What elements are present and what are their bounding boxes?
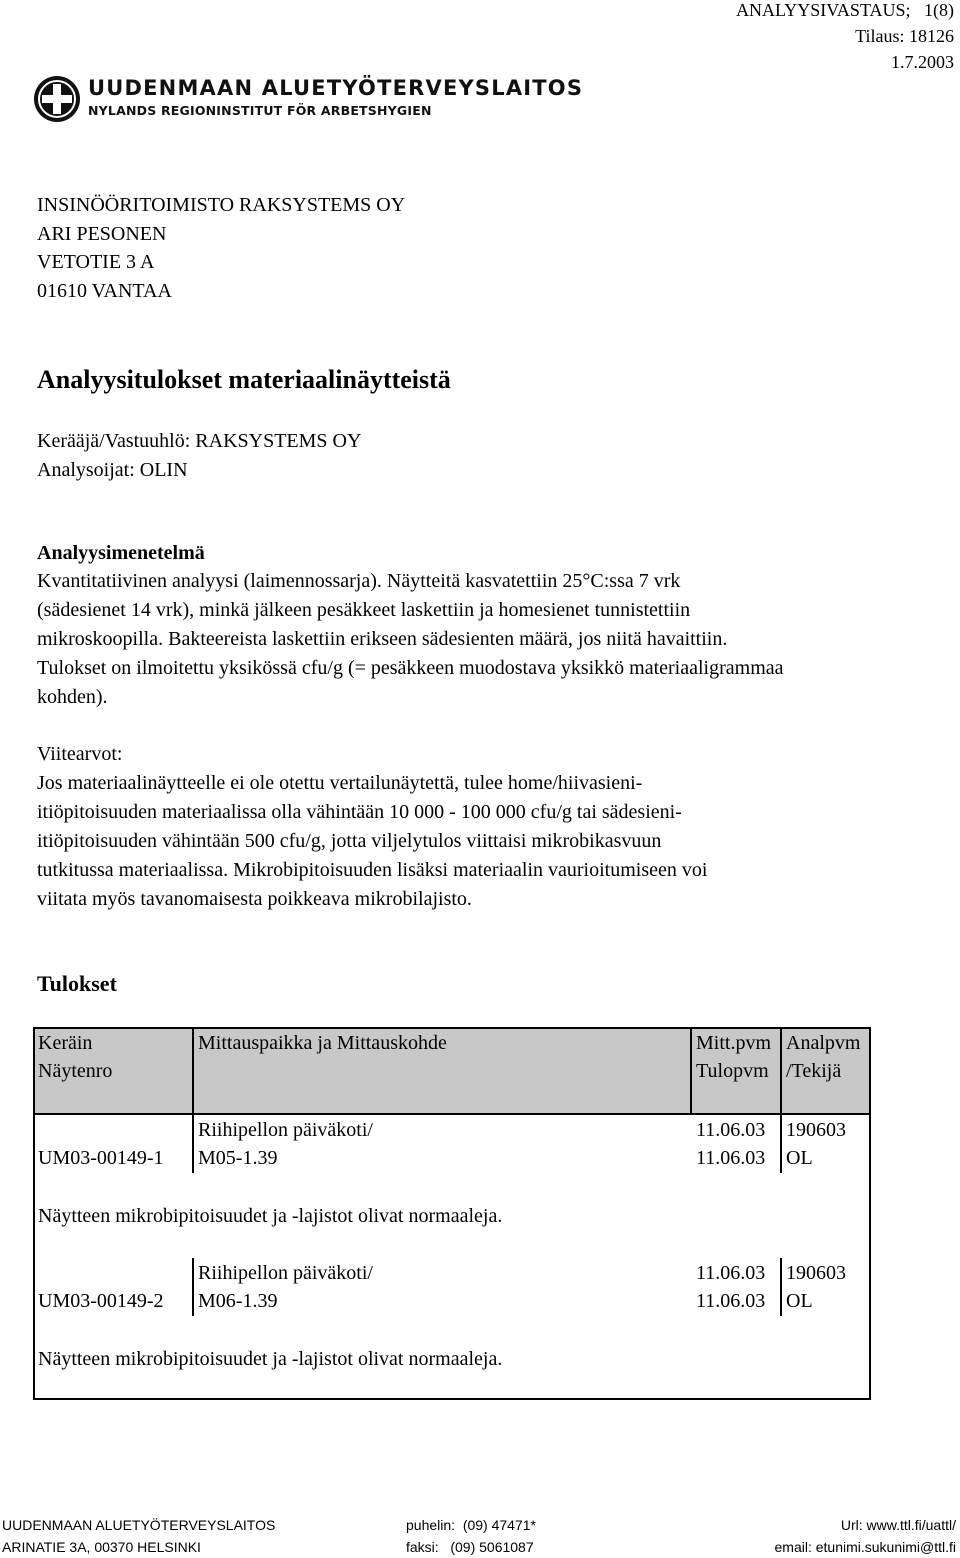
row-analysis-date: 190603 — [786, 1119, 846, 1141]
header-measured-date-label: Mitt.pvm — [696, 1032, 772, 1054]
report-header — [736, 0, 954, 75]
table-row-dates — [696, 1116, 765, 1172]
reference-heading: Viitearvot: — [37, 743, 123, 765]
footer-url[interactable]: Url: www.ttl.fi/uattl/ — [840, 1517, 956, 1533]
row-place: Riihipellon päiväkoti/ — [198, 1119, 373, 1141]
method-heading: Analyysimenetelmä — [37, 542, 205, 564]
table-row-location — [198, 1259, 373, 1315]
row-analyst: OL — [786, 1147, 813, 1169]
row-analyst: OL — [786, 1290, 813, 1312]
header-collector — [38, 1029, 112, 1085]
header-analysis-date-label: Analpvm — [786, 1032, 861, 1054]
row-measured-date: 11.06.03 — [696, 1119, 766, 1141]
logo-name-swedish: NYLANDS REGIONINSTITUT FÖR ARBETSHYGIEN — [88, 103, 432, 118]
header-location: Mittauspaikka ja Mittauskohde — [198, 1032, 447, 1054]
method-text — [37, 567, 917, 712]
header-collector-label: Keräin — [38, 1032, 93, 1054]
report-meta — [37, 427, 361, 484]
table-row-analysis — [786, 1259, 846, 1315]
report-date: 1.7.2003 — [891, 52, 954, 72]
reference-text — [37, 740, 917, 914]
reference-line: itiöpitoisuuden vähintään 500 cfu/g, jotta viljelytulos viittaisi mikrobikasvuun — [37, 830, 662, 852]
footer-org-name: UUDENMAAN ALUETYÖTERVEYSLAITOS — [2, 1517, 276, 1533]
order-number: Tilaus: 18126 — [855, 26, 954, 46]
institute-logo — [34, 76, 584, 124]
reference-line: viitata myös tavanomaisesta poikkeava mikrobilajisto. — [37, 888, 472, 910]
method-line: (sädesienet 14 vrk), minkä jälkeen pesäkkeet laskettiin ja homesienet tunnistettiin — [37, 599, 691, 621]
reference-line: itiöpitoisuuden materiaalissa olla vähintään 10 000 - 100 000 cfu/g tai sädesieni- — [37, 801, 682, 823]
results-heading: Tulokset — [37, 971, 117, 996]
table-row-sample-id: UM03-00149-2 — [38, 1290, 164, 1312]
footer-email[interactable]: email: etunimi.sukunimi@ttl.fi — [774, 1539, 956, 1555]
footer-org — [2, 1514, 275, 1558]
recipient-address — [37, 191, 405, 305]
method-line: Tulokset on ilmoitettu yksikössä cfu/g (= pesäkkeen muodostava yksikkö materiaaligrammaa — [37, 657, 784, 679]
row-measured-date: 11.06.03 — [696, 1262, 766, 1284]
cross-emblem-icon — [34, 76, 80, 122]
recipient-street: VETOTIE 3 A — [37, 251, 155, 273]
recipient-city: 01610 VANTAA — [37, 279, 172, 302]
reference-line: tutkitussa materiaalissa. Mikrobipitoisuuden lisäksi materiaalin vaurioitumiseen voi — [37, 859, 708, 881]
recipient-person: ARI PESONEN — [37, 222, 167, 245]
footer-fax: faksi: (09) 5061087 — [406, 1539, 534, 1555]
table-row-analysis — [786, 1116, 846, 1172]
row-target: M05-1.39 — [198, 1147, 278, 1169]
row-received-date: 11.06.03 — [696, 1147, 766, 1169]
recipient-company: INSINÖÖRITOIMISTO RAKSYSTEMS OY — [37, 194, 406, 216]
table-row-dates — [696, 1259, 765, 1315]
analysts: Analysoijat: OLIN — [37, 458, 188, 481]
header-received-date-label: Tulopvm — [696, 1060, 769, 1082]
footer-web — [775, 1514, 957, 1558]
row-received-date: 11.06.03 — [696, 1290, 766, 1312]
table-row-sample-id: UM03-00149-1 — [38, 1147, 164, 1169]
table-row-note: Näytteen mikrobipitoisuudet ja -lajistot olivat normaaleja. — [38, 1205, 503, 1227]
row-analysis-date: 190603 — [786, 1262, 846, 1284]
footer-address: ARINATIE 3A, 00370 HELSINKI — [2, 1539, 201, 1555]
header-analysis — [786, 1029, 860, 1085]
reference-line: Jos materiaalinäytteelle ei ole otettu vertailunäytettä, tulee home/hiivasieni- — [37, 772, 643, 794]
header-dates — [696, 1029, 771, 1085]
report-type-page: ANALYYSIVASTAUS; 1(8) — [736, 0, 954, 20]
header-sample-number-label: Näytenro — [38, 1060, 113, 1082]
row-place: Riihipellon päiväkoti/ — [198, 1262, 373, 1284]
header-analyst-label: /Tekijä — [786, 1060, 842, 1082]
table-row-note: Näytteen mikrobipitoisuudet ja -lajistot olivat normaaleja. — [38, 1348, 503, 1370]
collector: Kerääjä/Vastuuhlö: RAKSYSTEMS OY — [37, 430, 362, 452]
row-target: M06-1.39 — [198, 1290, 278, 1312]
method-line: mikroskoopilla. Bakteereista laskettiin erikseen sädesienten määrä, jos niitä havaittiin. — [37, 628, 728, 650]
method-line: kohden). — [37, 686, 108, 708]
method-line: Kvantitatiivinen analyysi (laimennossarja). Näytteitä kasvatettiin 25°C:ssa 7 vrk — [37, 570, 681, 592]
footer-contact — [406, 1514, 536, 1558]
table-row-location — [198, 1116, 373, 1172]
footer-phone: puhelin: (09) 47471* — [406, 1517, 536, 1533]
page-title: Analyysitulokset materiaalinäytteistä — [37, 365, 451, 394]
logo-name-finnish: UUDENMAAN ALUETYÖTERVEYSLAITOS — [88, 76, 584, 100]
results-table — [33, 1027, 871, 1400]
